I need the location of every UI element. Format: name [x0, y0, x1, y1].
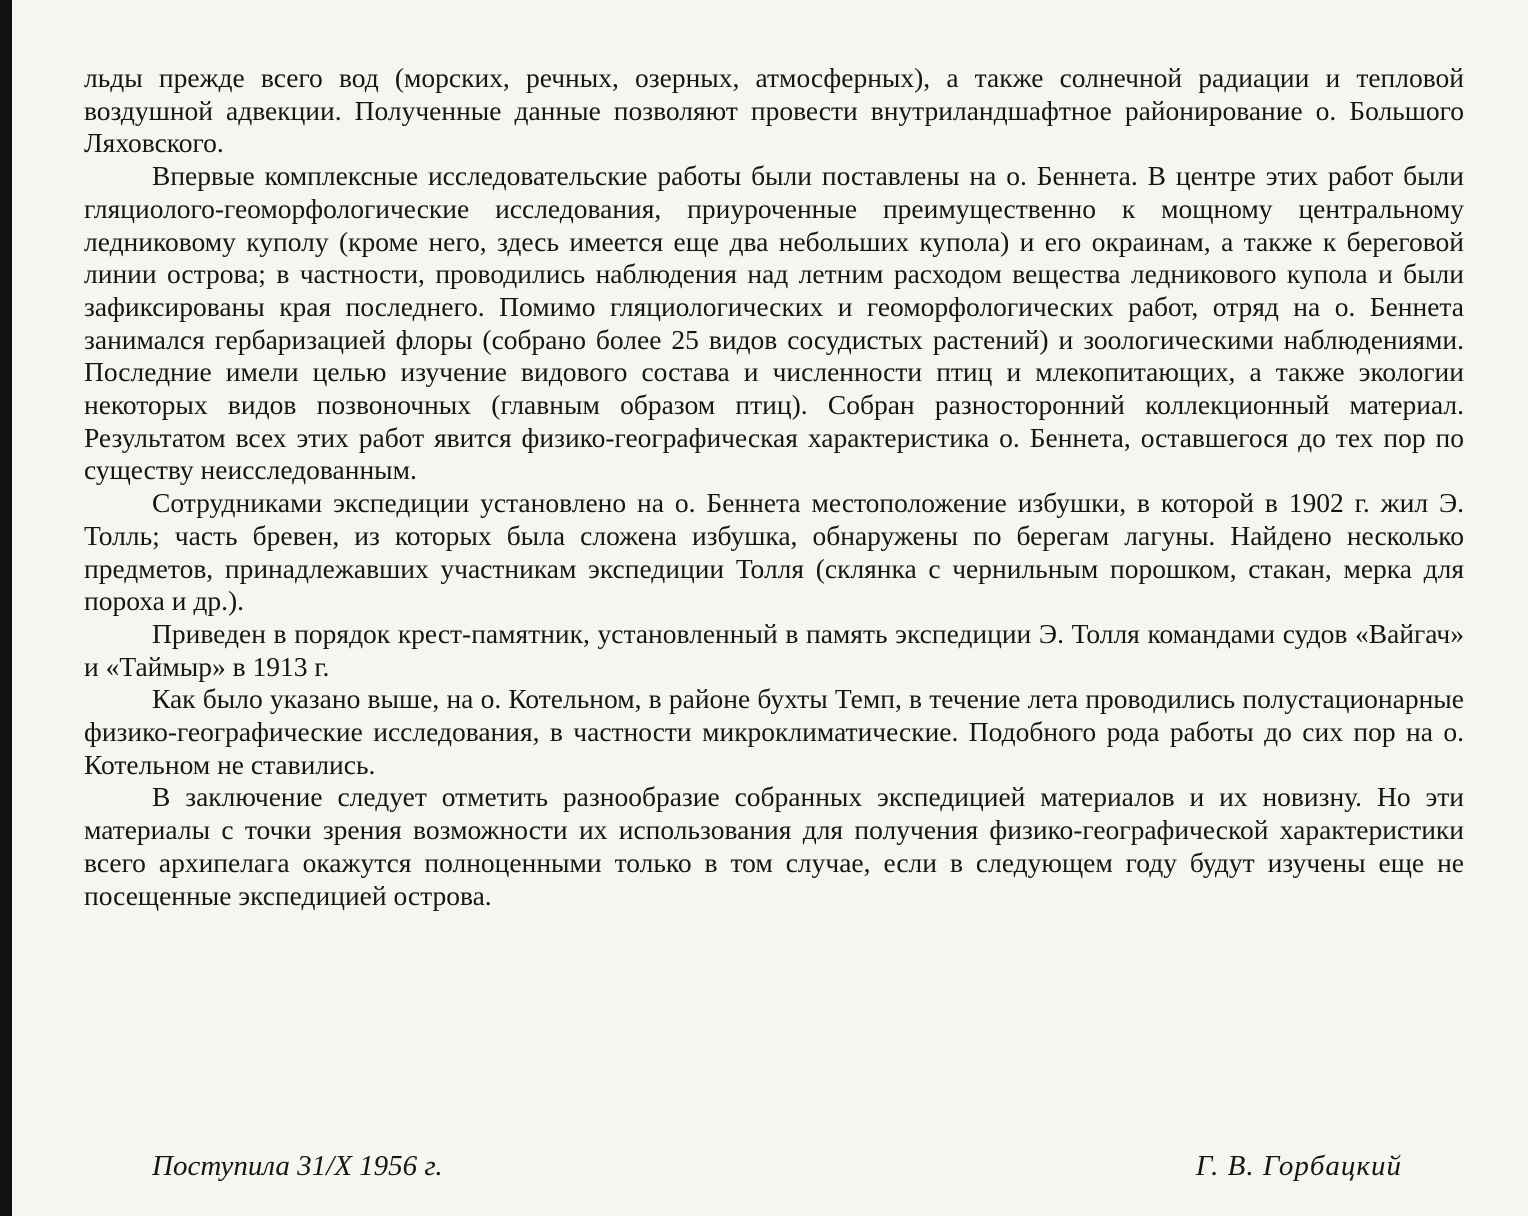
paragraph-4: Приведен в порядок крест-памятник, установленный в память экспедиции Э. Толля командами судов «Вайгач» и «Таймыр» в 1913 г.: [84, 617, 1464, 682]
paragraph-5: Как было указано выше, на о. Котельном, в районе бухты Темп, в течение лета проводились полустационарные физико-географические исследования, в частности микроклиматические. Подобного рода работы до сих пор на о. Котельном не ставились.: [84, 683, 1464, 780]
received-date: Поступила 31/X 1956 г.: [152, 1150, 443, 1182]
paragraph-3: Сотрудниками экспедиции установлено на о. Беннета местоположение избушки, в которой в 1902 г. жил Э. Толль; часть бревен, из которых была сложена избушка, обнаружены по берегам лагуны. Найдено несколько предметов, принадлежавших участникам экспедиции Толля (склянка с чернильным порошком, стакан, мерка для пороха и др.).: [84, 487, 1464, 617]
page-edge-rule: [0, 0, 12, 1216]
article-footer: [152, 1150, 1402, 1190]
paragraph-6: В заключение следует отметить разнообразие собранных экспедицией материалов и их новизну. Но эти материалы с точки зрения возможности их использования для получения физико-географической характеристики всего архипелага окажутся полноценными только в том случае, если в следующем году будут изучены еще не посещенные экспедицией острова.: [84, 781, 1464, 911]
author-signature: Г. В. Горбацкий: [1195, 1150, 1402, 1182]
paragraph-1: льды прежде всего вод (морских, речных, озерных, атмосферных), а также солнечной радиации и тепловой воздушной адвекции. Полученные данные позволяют провести внутриландшафтное районирование о. Большого Ляховского.: [84, 62, 1464, 159]
article-body: [84, 62, 1464, 912]
paragraph-2: Впервые комплексные исследовательские работы были поставлены на о. Беннета. В центре этих работ были гляциолого-геоморфологические исследования, приуроченные преимущественно к мощному центральному ледниковому куполу (кроме него, здесь имеется еще два небольших купола) и его окраинам, а также к береговой линии острова; в частности, проводились наблюдения над летним расходом вещества ледникового купола и были зафиксированы края последнего. Помимо гляциологических и геоморфологических работ, отряд на о. Беннета занимался гербаризацией флоры (собрано более 25 видов сосудистых растений) и зоологическими наблюдениями. Последние имели целью изучение видового состава и численности птиц и млекопитающих, а также экологии некоторых видов позвоночных (главным образом птиц). Собран разносторонний коллекционный материал. Результатом всех этих работ явится физико-географическая характеристика о. Беннета, оставшегося до тех пор по существу неисследованным.: [84, 160, 1464, 486]
